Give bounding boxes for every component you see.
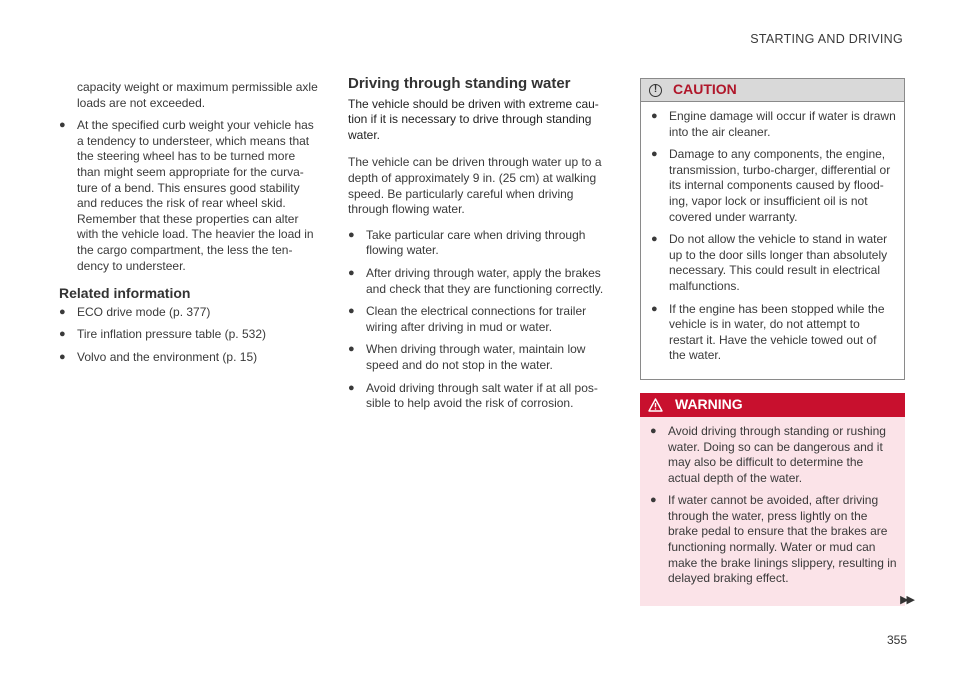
related-link-item[interactable]: ● Volvo and the environment (p. 15): [59, 349, 258, 364]
list-item: ● If water cannot be avoided, after driving through the water, press lightly on the brake pedal to ensure that the brakes are functioning normally. Water or mud can make the brake linings slippery, resulting in delayed braking effect.: [650, 493, 897, 586]
bullet-icon: ●: [651, 148, 658, 161]
related-link-item[interactable]: ● Tire inflation pressure table (p. 532): [59, 327, 266, 342]
bullet-icon: ●: [59, 305, 66, 318]
list-item: ● Avoid driving through salt water if at all pos-sible to help avoid the risk of corrosion.: [348, 380, 598, 411]
body-paragraph: The vehicle can be driven through water up to a depth of approximately 9 in. (25 cm) at walking speed. Be particularly careful when driving through flowing water.: [348, 155, 602, 217]
warning-triangle-icon: [648, 398, 663, 412]
related-link-item[interactable]: ● ECO drive mode (p. 377): [59, 304, 211, 319]
list-item: ● Engine damage will occur if water is drawn into the air cleaner.: [651, 109, 896, 139]
lead-paragraph: The vehicle should be driven with extreme cau-tion if it is necessary to drive through standing water.: [348, 96, 599, 142]
list-item: ● After driving through water, apply the brakes and check that they are functioning correctly.: [348, 265, 604, 296]
caution-title: CAUTION: [673, 81, 737, 98]
list-item: ● Avoid driving through standing or rushing water. Doing so can be dangerous and it may also be difficult to determine the actual depth of the water.: [650, 423, 886, 485]
caution-box: [640, 78, 905, 380]
warning-title: WARNING: [675, 396, 743, 413]
list-item: ● Do not allow the vehicle to stand in water up to the door sills longer than absolutely necessary. This could result in electrical malfunctions.: [651, 232, 888, 293]
chapter-header: STARTING AND DRIVING: [750, 32, 903, 46]
related-information-heading: Related information: [59, 285, 191, 302]
page-number: 355: [886, 633, 907, 647]
bullet-icon: ●: [59, 328, 66, 341]
bullet-icon: ●: [651, 233, 658, 246]
next-page-icon[interactable]: ▶▶: [900, 594, 913, 606]
continued-paragraph: capacity weight or maximum permissible axle loads are not exceeded.: [77, 80, 318, 110]
caution-body: [641, 102, 904, 373]
bullet-icon: ●: [651, 110, 658, 122]
bullet-icon: ●: [59, 119, 66, 132]
bullet-icon: ●: [348, 228, 355, 241]
column-left: [59, 80, 321, 373]
exclamation-circle-icon: !: [649, 84, 662, 97]
bullet-icon: ●: [348, 343, 355, 356]
bullet-icon: ●: [348, 381, 355, 394]
bullet-icon: ●: [650, 424, 657, 437]
bullet-icon: ●: [59, 350, 66, 363]
list-item: ● Damage to any components, the engine, transmission, turbo-charger, differential or its internal components caused by flood-ing, vapor lock or insufficient oil is not covered under warranty.: [651, 147, 891, 224]
warning-box: [640, 393, 905, 606]
bullet-icon: ●: [650, 494, 657, 507]
list-item: ● At the specified curb weight your vehicle has a tendency to understeer, which means that the steering wheel has to be turned more than might seem appropriate for the curva-ture of a bend. This ensures good stability and reduces the risk of rear wheel skid. Remember that these properties can alter with the vehicle load. The heavier the load in the cargo compartment, the less the ten-dency to understeer.: [59, 118, 314, 273]
bullet-icon: ●: [651, 302, 658, 315]
warning-body: [640, 417, 905, 596]
list-item: ● If the engine has been stopped while the vehicle is in water, do not attempt to restart it. Have the vehicle towed out of the water.: [651, 301, 885, 363]
list-item: ● Clean the electrical connections for trailer wiring after driving in mud or water.: [348, 304, 587, 334]
bullet-icon: ●: [348, 305, 355, 318]
section-heading: Driving through standing water: [348, 75, 571, 92]
column-right: [640, 78, 905, 606]
list-item: ● Take particular care when driving through flowing water.: [348, 227, 586, 258]
bullet-icon: ●: [348, 266, 355, 279]
column-middle: [348, 76, 614, 419]
warning-header: [640, 393, 905, 417]
caution-header: [641, 79, 904, 102]
list-item: ● When driving through water, maintain low speed and do not stop in the water.: [348, 342, 586, 372]
